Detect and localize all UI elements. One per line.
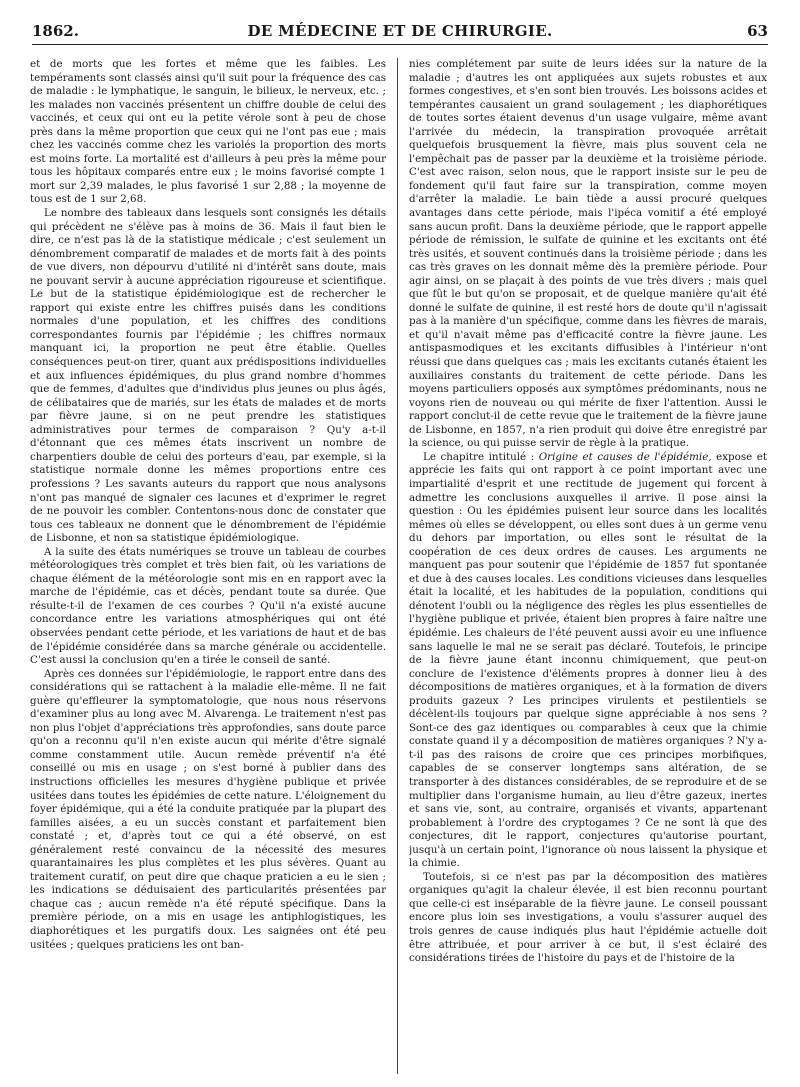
chapter-intro-text: Le chapitre intitulé : — [423, 450, 539, 463]
right-column — [409, 58, 767, 1074]
column-divider — [397, 58, 398, 1074]
chapter-title: Origine et causes de l'épidémie, — [538, 450, 712, 463]
paragraph: A la suite des états numériques se trouve un tableau de courbes météorologiques très complet et très bien fait, où les variations de chaque élément de la météorologie sont mis en en rapport avec la marche de l'épidémie, cas et décès, pendant toute sa durée. Que résulte-t-il de l'examen de ces courbes ? Qu'il n'a existé aucune concordance entre les variations atmosphériques qui ont été observées pendant cette période, et les variations de haut et de bas de l'épidémie considérée dans sa marche générale ou accidentelle. C'est aussi la conclusion qu'en a tirée le conseil de santé. — [30, 545, 386, 667]
header-year: 1862. — [32, 22, 79, 40]
paragraph: Le nombre des tableaux dans lesquels sont consignés les détails qui précèdent ne s'élève pas à moins de 36. Mais il faut bien le dire, ce n'est pas là de la statistique médicale ; c'est seulement un dénombrement comparatif de malades et de morts fait à des points de vue divers, non dépourvu d'utilité ni d'intérêt sans doute, mais ne pouvant servir à aucune appréciation rigoureuse et scientifique. Le but de la statistique épidémiologique est de rechercher le rapport qui existe entre les chiffres puisés dans les conditions normales d'une population, et les chiffres des conditions correspondantes fournis par l'épidémie ; les chiffres normaux manquant ici, la proportion ne peut être établie. Quelles conséquences peut-on tirer, quant aux prédispositions individuelles et aux influences épidémiques, du plus grand nombre d'hommes que de femmes, d'adultes que d'individus plus jeunes ou plus âgés, de célibataires que de mariés, sur les états de malades et de morts par fièvre jaune, si on ne peut prendre les statistiques administratives pour termes de comparaison ? Qu'y a-t-il d'étonnant que ces mêmes états inscrivent un nombre de charpentiers double de celui des porteurs d'eau, par exemple, si la statistique normale donne les mêmes proportions entre ces professions ? Les savants auteurs du rapport que nous analysons n'ont pas manqué de signaler ces lacunes et d'exprimer le regret de ne pouvoir les combler. Contentons-nous donc de constater que tous ces tableaux ne donnent que le dénombrement de l'épidémie de Lisbonne, et non sa statistique épidémiologique. — [30, 207, 386, 545]
header-title: DE MÉDECINE ET DE CHIRURGIE. — [247, 22, 553, 40]
paragraph: nies complétement par suite de leurs idées sur la nature de la maladie ; d'autres les ont appliquées aux sujets robustes et aux formes congestives, et s'en sont bien trouvés. Les boissons acides et tempérantes causaient un grand soulagement ; les diaphorétiques de toutes sortes étaient devenus d'un usage vulgaire, même avant l'arrivée du médecin, la transpiration provoquée arrêtait quelquefois brusquement la fièvre, mais plus souvent cela ne l'empêchait pas de passer par la deuxième et la troisième période. C'est avec raison, selon nous, que le rapport insiste sur le peu de fondement qu'il faut faire sur la transpiration, comme moyen d'arrêter la maladie. Le bain tiède a aussi procuré quelques avantages dans cette période, mais l'ipéca vomitif a été employé sans aucun profit. Dans la deuxième période, que le rapport appelle période de rémission, le sulfate de quinine et les excitants ont été très usités, et souvent continués dans la troisième période ; dans les cas très graves on les donnait même dès la première période. Pour agir ainsi, on se plaçait à des points de vue très divers ; mais quel que fût le but qu'on se proposait, et de quelque manière qu'ait été donné le sulfate de quinine, il est resté hors de doute qu'il n'agissait pas à la manière d'un spécifique, comme dans les fièvres de marais, et qu'il n'avait même pas d'efficacité contre la fièvre jaune. Les antispasmodiques et les excitants diffusibles à l'intérieur n'ont réussi que dans quelques cas ; mais les excitants cutanés étaient les auxiliaires constants du traitement de cette période. Dans les moyens particuliers opposés aux symptômes prédominants, nous ne voyons rien de nouveau ou qui mérite de fixer l'attention. Aussi le rapport conclut-il de cette revue que le traitement de la fièvre jaune de Lisbonne, en 1857, n'a rien produit qui doive être enregistré par la science, ou qui puisse servir de règle à la pratique. — [409, 58, 767, 450]
page-number: 63 — [747, 22, 768, 40]
left-column — [30, 58, 386, 1074]
paragraph — [409, 451, 767, 871]
running-header — [32, 14, 768, 45]
paragraph: et de morts que les fortes et même que les faibles. Les tempéraments sont classés ainsi qu'il suit pour la fréquence des cas de maladie : le lymphatique, le sanguin, le bilieux, le nerveux, etc. ; les malades non vaccinés présentent un chiffre double de celui des vaccinés, et ceux qui ont eu la petite vérole sont à peu de chose près dans la même proportion que ceux qui ne l'ont pas eue ; mais chez les vaccinés comme chez les variolés la proportion des morts est moins forte. La mortalité est d'ailleurs à peu près la même pour tous les hôpitaux comparés entre eux ; le moins favorisé compte 1 mort sur 2,39 malades, le plus favorisé 1 sur 2,88 ; la moyenne de tous est de 1 sur 2,68. — [30, 58, 386, 206]
paragraph: Toutefois, si ce n'est pas par la décomposition des matières organiques qu'agit la chaleur élevée, il est bien reconnu pourtant que celle-ci est inséparable de la fièvre jaune. Le conseil poussant encore plus loin ses investigations, a voulu s'assurer auquel des trois genres de cause indiqués plus haut l'épidémie actuelle doit être attribuée, et pour arriver à ce but, il s'est éclairé des considérations tirées de l'histoire du pays et de l'histoire de la — [409, 870, 767, 965]
paragraph: Après ces données sur l'épidémiologie, le rapport entre dans des considérations qui se rattachent à la maladie elle-même. Il ne fait guère qu'effleurer la symptomatologie, que nous nous réservons d'examiner plus au long avec M. Alvarenga. Le traitement n'est pas non plus l'objet d'appréciations très approfondies, sans doute parce qu'on a reconnu qu'il n'en existe aucun qui mérite d'être signalé comme constamment utile. Aucun remède préventif n'a été conseillé ou mis en usage ; on s'est borné à publier dans des instructions officielles les mesures d'hygiène publique et privée usitées dans toutes les épidémies de cette nature. L'éloignement du foyer épidémique, qui a été la conduite pratiquée par la plupart des familles aisées, a eu un succès constant et parfaitement bien constaté ; et, d'après tout ce qui a été observé, on est généralement resté convaincu de la nécessité des mesures quarantainaires les plus complètes et les plus sévères. Quant au traitement curatif, on peut dire que chaque praticien a eu le sien ; les indications se déduisaient des particularités présentées par chaque cas ; aucun remède n'a été réputé spécifique. Dans la première période, on a mis en usage les antiphlogistiques, les diaphorétiques et les purgatifs doux. Les saignées ont été peu usitées ; quelques praticiens les ont ban- — [30, 667, 386, 951]
chapter-body-text: expose et apprécie les faits qui ont rapport à ce point important avec une impartialité d'esprit et une rectitude de jugement qui forcent à admettre les conclusions auxquelles il arrive. Il pose ainsi la question : Ou les épidémies puisent leur source dans les localités mêmes où elles se développent, ou elles sont dues à un germe venu du dehors par importation, ou elles sont le résultat de la coopération de ces deux ordres de causes. Les arguments ne manquent pas pour soutenir que l'épidémie de 1857 fut spontanée et due à des causes locales. Les conditions vicieuses dans lesquelles était la localité, et les habitudes de la population, conditions qui dénotent l'oubli ou la négligence des règles les plus essentielles de l'hygiène publique et privée, étaient bien propres à faire naître une épidémie. Les chaleurs de l'été peuvent aussi avoir eu une influence sans laquelle le mal ne se serait pas déclaré. Toutefois, le principe de la fièvre jaune étant inconnu chimiquement, que peut-on conclure de l'existence d'éléments propres à donner lieu à des décompositions de matières organiques, et à la formation de divers produits gazeux ? Les principes virulents et pestilentiels se décèlent-ils toujours par quelque signe appréciable à nos sens ? Sont-ce des gaz identiques ou comparables à ceux que la chimie constate quand il y a décomposition de matières organiques ? N'y a-t-il pas des raisons de croire que ces principes morbifiques, capables de se conserver longtemps sans altération, de se transporter à des distances considérables, de se reproduire et de se multiplier dans l'organisme humain, au lieu d'être gazeux, inertes et sans vie, sont, au contraire, organisés et vivants, appartenant probablement à l'ordre des cryptogames ? Ce ne sont là que des conjectures, dit le rapport, conjectures qu'autorise pourtant, jusqu'à un certain point, l'ignorance où nous laissent la physique et la chimie. — [409, 450, 767, 870]
